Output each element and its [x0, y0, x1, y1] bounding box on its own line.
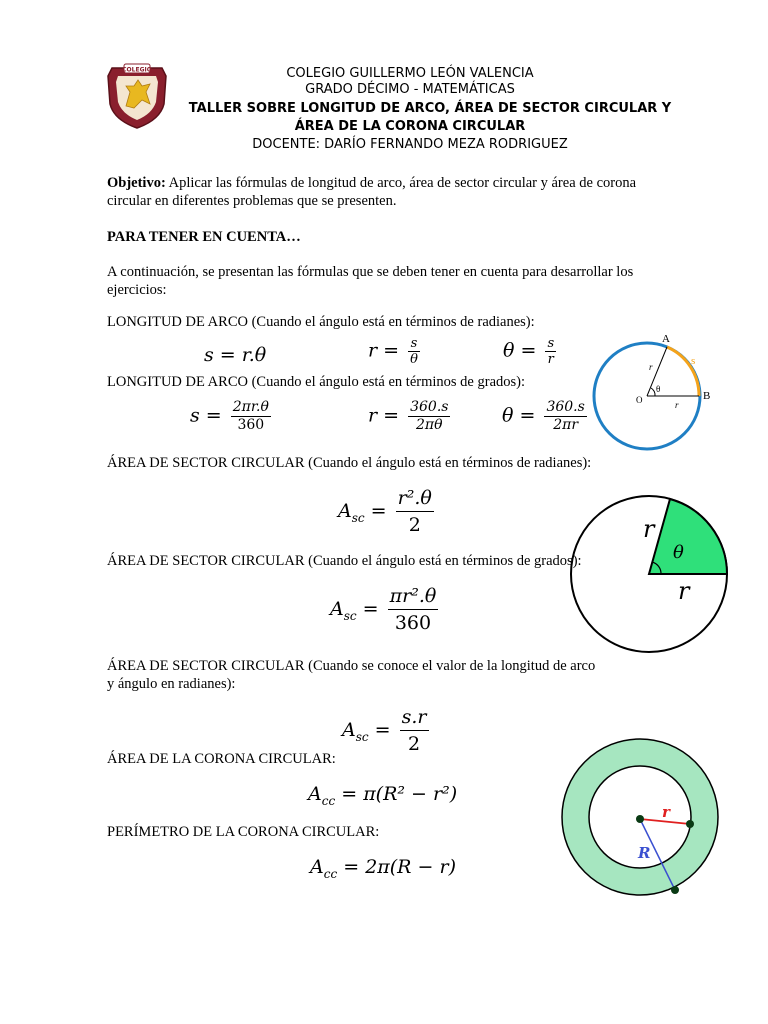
intro-text: A continuación, se presentan las fórmulas que se deben tener en cuenta para desarrollar los ejercicios:	[107, 264, 634, 298]
objective-label: Objetivo:	[107, 175, 166, 191]
formula-lhs: $A_{sc}$ =	[338, 499, 387, 525]
sector-radius-top: r	[643, 515, 655, 543]
formula-arc-deg-r	[368, 399, 453, 434]
angle-label: θ	[656, 384, 661, 394]
arc-s-label: s	[691, 355, 696, 367]
section-ring-area: ÁREA DE LA CORONA CIRCULAR:	[107, 751, 336, 767]
numerator: 2πr.θ	[232, 399, 269, 415]
objective	[107, 174, 667, 210]
point-a-label: A	[662, 333, 670, 345]
formula-lhs: r =	[368, 404, 400, 427]
denominator: 360	[394, 612, 432, 634]
area-symbol: A	[310, 856, 324, 878]
arc-length-figure	[585, 330, 725, 455]
inner-radius-label: r	[662, 803, 670, 821]
formula-lhs: θ =	[502, 404, 536, 427]
area-subscript: sc	[351, 510, 365, 525]
outer-radius-label: R	[638, 844, 651, 862]
section-sector-radians: ÁREA DE SECTOR CIRCULAR (Cuando el ángulo está en términos de radianes):	[107, 455, 592, 471]
denominator: θ	[410, 352, 418, 367]
fraction	[396, 485, 434, 538]
numerator: s	[547, 336, 555, 351]
section-arc-degrees: LONGITUD DE ARCO (Cuando el ángulo está en términos de grados):	[107, 374, 526, 390]
denominator: 360	[237, 417, 265, 433]
area-subscript: sc	[343, 608, 357, 623]
fraction	[408, 399, 450, 434]
logo-label: COLEGIO	[122, 66, 152, 74]
formula-ring-area	[308, 783, 457, 808]
denominator: 2	[408, 514, 421, 536]
numerator: s.r	[400, 704, 429, 731]
numerator: 360.s	[410, 399, 449, 415]
workshop-title-line1: TALLER SOBRE LONGITUD DE ARCO, ÁREA DE SECTOR CIRCULAR Y	[188, 101, 672, 116]
section-sector-arc-line1: ÁREA DE SECTOR CIRCULAR (Cuando se conoce el valor de la longitud de arco	[107, 658, 596, 674]
formula-lhs: θ =	[503, 339, 537, 362]
section-sector-arc	[107, 657, 595, 693]
ring-figure	[560, 735, 725, 900]
denominator: 2	[408, 733, 421, 755]
numerator: r².θ	[396, 485, 434, 512]
fraction	[545, 336, 556, 367]
formula-arc-rad-s	[204, 344, 266, 366]
section-sector-arc-line2: y ángulo en radianes):	[107, 676, 236, 692]
formula-arc-deg-s	[190, 399, 274, 434]
formula-ring-perimeter	[310, 856, 456, 881]
formula-rhs: = π(R² − r²)	[341, 783, 458, 805]
formula-lhs: $A_{sc}$ =	[330, 597, 379, 623]
area-symbol: A	[338, 499, 352, 522]
numerator: πr².θ	[388, 583, 439, 610]
sector-radius-bottom: r	[678, 577, 690, 605]
area-symbol: A	[308, 783, 322, 805]
objective-text: Aplicar las fórmulas de longitud de arco, área de sector circular y área de corona circular en diferentes problemas que se presenten.	[107, 175, 637, 209]
point-o-label: O	[636, 395, 643, 405]
fraction	[388, 583, 439, 636]
formula-lhs: $A_{sc}$ =	[342, 718, 391, 744]
area-symbol: A	[330, 597, 344, 620]
denominator: 2πr	[553, 417, 579, 433]
section-arc-radians: LONGITUD DE ARCO (Cuando el ángulo está en términos de radianes):	[107, 314, 535, 330]
point-b-label: B	[703, 390, 711, 402]
grade-subject: GRADO DÉCIMO - MATEMÁTICAS	[305, 82, 515, 97]
numerator: s	[408, 336, 420, 352]
formula-arc-rad-r	[368, 336, 423, 367]
formula-text: s = r.θ	[204, 344, 267, 366]
sector-angle: θ	[673, 542, 684, 563]
section-ring-perimeter: PERÍMETRO DE LA CORONA CIRCULAR:	[107, 824, 380, 840]
fraction	[544, 399, 586, 434]
formula-sector-arc	[342, 704, 432, 757]
note-heading: PARA TENER EN CUENTA…	[107, 229, 301, 245]
formula-arc-rad-theta	[503, 336, 559, 367]
area-subscript: cc	[321, 793, 336, 808]
formula-sector-deg	[330, 583, 441, 636]
denominator: 2πθ	[416, 417, 443, 433]
section-sector-degrees: ÁREA DE SECTOR CIRCULAR (Cuando el ángulo está en términos de grados):	[107, 553, 582, 569]
school-name: COLEGIO GUILLERMO LEÓN VALENCIA	[286, 66, 534, 81]
area-subscript: cc	[323, 866, 338, 881]
radius-label-2: r	[675, 400, 679, 410]
sector-figure	[565, 492, 735, 657]
radius-label-1: r	[649, 362, 653, 372]
fraction	[231, 399, 271, 434]
numerator: 360.s	[546, 399, 585, 415]
formula-lhs: s =	[190, 404, 222, 427]
formula-arc-deg-theta	[502, 399, 590, 434]
formula-lhs: r =	[368, 339, 400, 362]
fraction	[408, 336, 420, 367]
fraction	[400, 704, 429, 757]
formula-rhs: = 2π(R − r)	[343, 856, 456, 878]
area-subscript: sc	[355, 729, 369, 744]
workshop-title-line2: ÁREA DE LA CORONA CIRCULAR	[294, 119, 526, 134]
denominator: r	[547, 352, 554, 367]
area-symbol: A	[342, 718, 356, 741]
formula-sector-rad	[338, 485, 437, 538]
teacher-name: DOCENTE: DARÍO FERNANDO MEZA RODRIGUEZ	[252, 137, 568, 152]
